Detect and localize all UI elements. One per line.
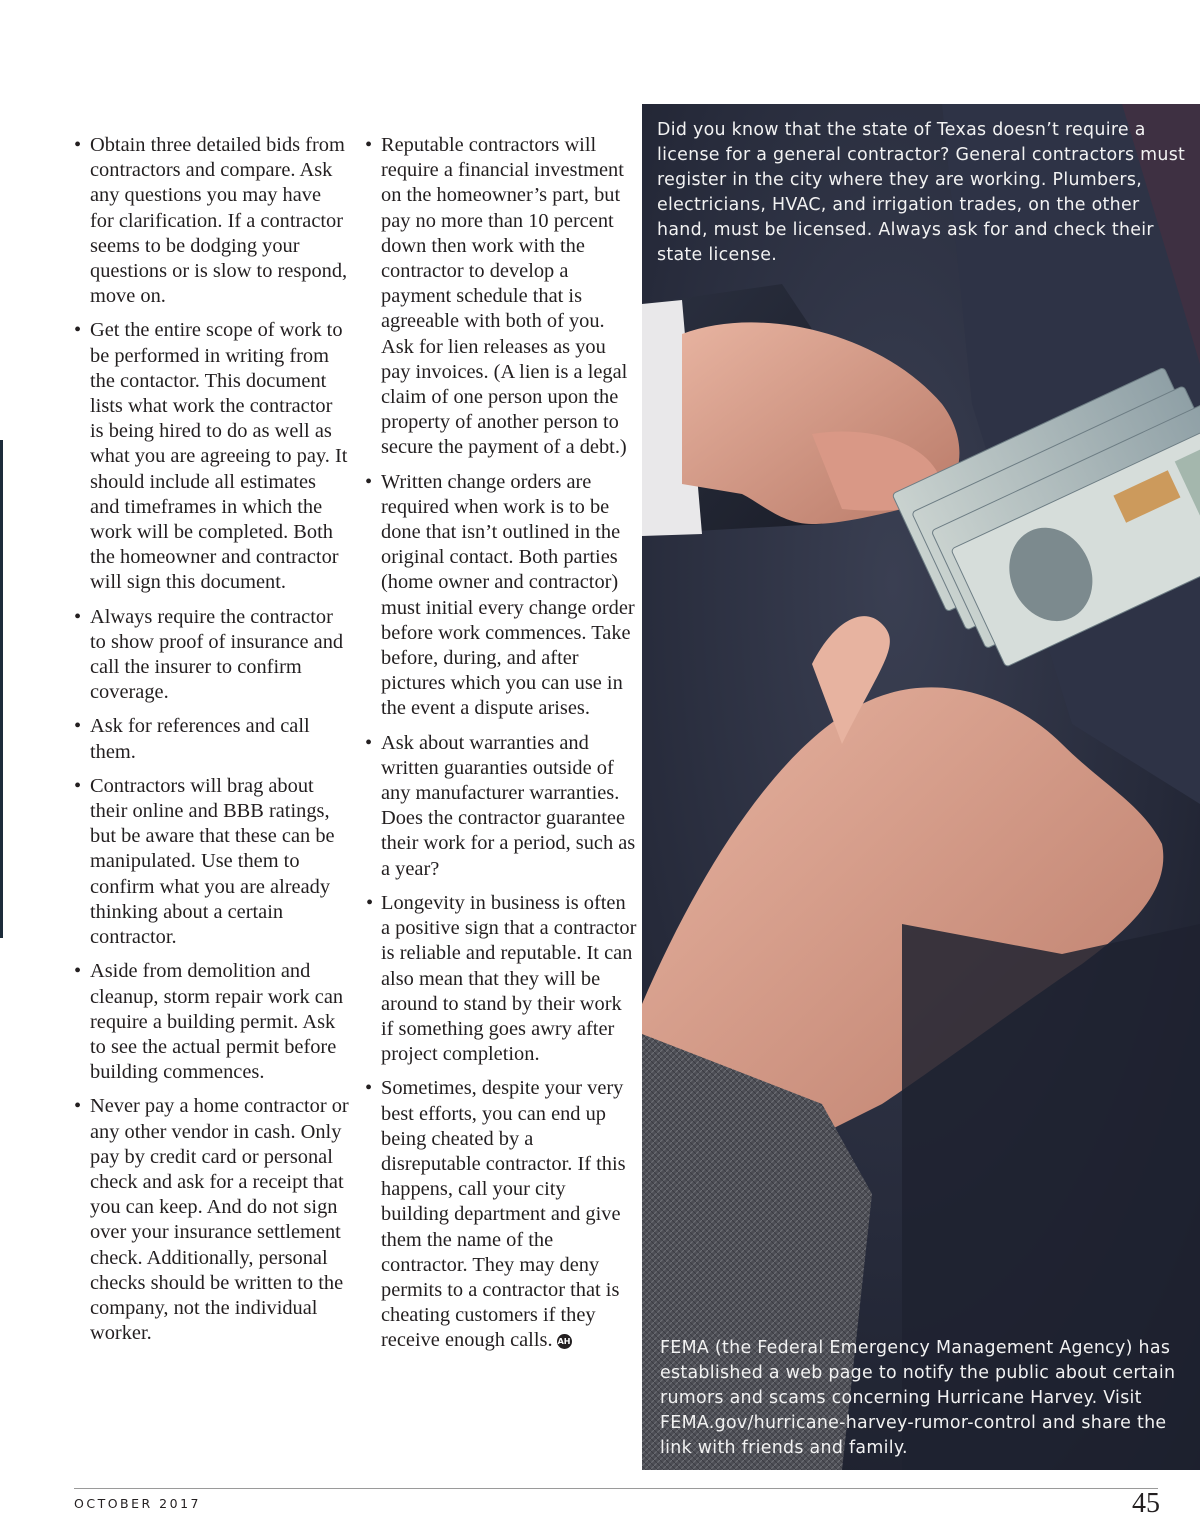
end-mark-icon: AH xyxy=(557,1334,572,1349)
page-number: 45 xyxy=(1132,1488,1160,1519)
list-item: • Never pay a home contractor or any other vendor in cash. Only pay by credit card or personal check and ask for a receipt that you can keep. And do not sign over your insurance settlement check. Additionally, personal checks should be written to the company, not the individual worker. xyxy=(74,1094,349,1346)
list-item: • Obtain three detailed bids from contractors and compare. Ask any questions you may have for clarification. If a contractor seems to be dodging your questions or is slow to respond, move on. xyxy=(74,133,349,309)
list-item: • Ask for references and call them. xyxy=(74,714,349,764)
footer-divider xyxy=(74,1488,1158,1489)
list-item: • Reputable contractors will require a financial investment on the homeowner’s part, but pay no more than 10 percent down then work with the contractor to develop a payment schedule that is agreeable with both of you. Ask for lien releases as you pay invoices. (A lien is a legal claim of one person upon the property of another person to secure the payment of a debt.) xyxy=(365,133,637,461)
list-item-text: Sometimes, despite your very best efforts, you can end up being cheated by a disreputable contractor. If this happens, call your city building department and give them the name of the contractor. They may deny permits to a contractor that is cheating customers if they receive enough calls. xyxy=(381,1077,626,1352)
list-item: • Get the entire scope of work to be performed in writing from the contactor. This document lists what work the contractor is being hired to do as well as what you are agreeing to pay. It should include all estimates and timeframes in which the work will be completed. Both the homeowner and contractor will sign this document. xyxy=(74,318,349,595)
article-column-middle xyxy=(365,133,637,1363)
sidebar-callout-top: Did you know that the state of Texas doesn’t require a license for a general contractor? General contractors must register in the city where they are working. Plumbers, electricians, HVAC, and irrigation trades, on the other hand, must be licensed. Always ask for and check their state license. xyxy=(657,120,1186,265)
list-item: • Always require the contractor to show proof of insurance and call the insurer to confirm coverage. xyxy=(74,605,349,706)
cash-handoff-photo xyxy=(642,104,1200,1470)
list-item: • Ask about warranties and written guaranties outside of any manufacturer warranties. Does the contractor guarantee their work for a period, such as a year? xyxy=(365,731,637,882)
sidebar-photo xyxy=(642,104,1200,1470)
footer-issue-date: OCTOBER 2017 xyxy=(74,1496,201,1511)
list-item: • Contractors will brag about their online and BBB ratings, but be aware that these can be manipulated. Use them to confirm what you are already thinking about a certain contractor. xyxy=(74,774,349,950)
list-item: • Aside from demolition and cleanup, storm repair work can require a building permit. Ask to see the actual permit before building commences. xyxy=(74,959,349,1085)
sidebar-callout-bottom: FEMA (the Federal Emergency Management Agency) has established a web page to notify the public about certain rumors and scams concerning Hurricane Harvey. Visit FEMA.gov/hurricane-harvey-rumor-control and share the link with friends and family. xyxy=(660,1338,1176,1458)
article-column-left xyxy=(74,133,349,1355)
list-item: • Written change orders are required when work is to be done that isn’t outlined in the original contact. Both parties (home owner and contractor) must initial every change order before work commences. Take before, during, and after pictures which you can use in the event a dispute arises. xyxy=(365,470,637,722)
left-edge-rule xyxy=(0,440,3,938)
list-item: • Longevity in business is often a positive sign that a contractor is reliable and reputable. It can also mean that they will be around to stand by their work if something goes awry after project completion. xyxy=(365,891,637,1067)
list-item-last xyxy=(365,1076,637,1353)
